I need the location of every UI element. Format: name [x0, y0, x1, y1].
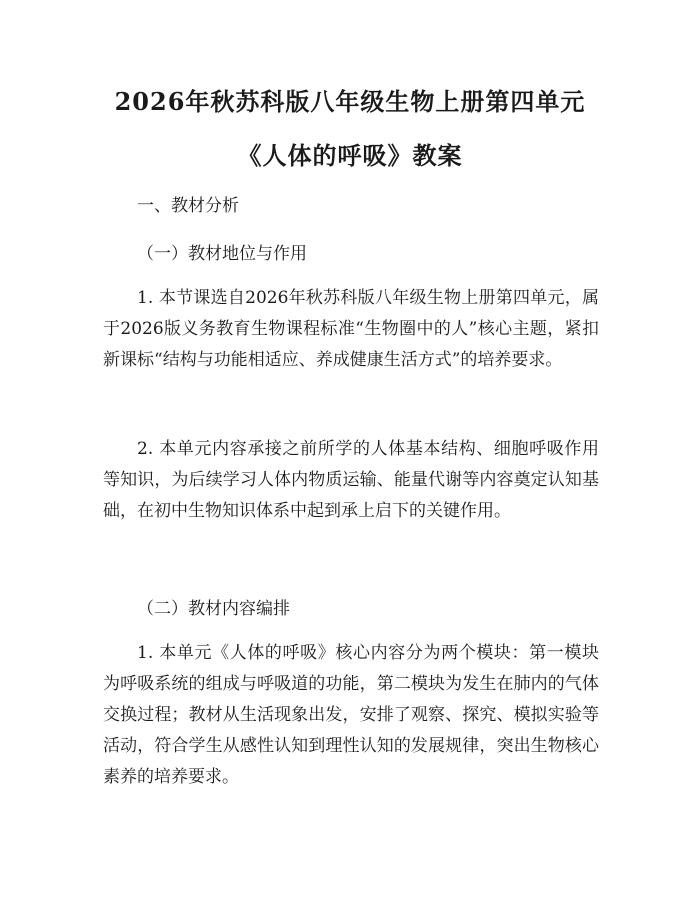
document-title-line2: 《人体的呼吸》教案 [237, 141, 463, 170]
paragraph-status-2: 2. 本单元内容承接之前所学的人体基本结构、细胞呼吸作用等知识，为后续学习人体内物质运输、能量代谢等内容奠定认知基础，在初中生物知识体系中起到承上启下的关键作用。 [103, 439, 599, 521]
paragraph-arrangement-1: 1. 本单元《人体的呼吸》核心内容分为两个模块：第一模块为呼吸系统的组成与呼吸道的功能，第二模块为发生在肺内的气体交换过程；教材从生活现象出发，安排了观察、探究、模拟实验等活动，符合学生从感性认知到理性认知的发展规律，突出生物核心素养的培养要求。 [103, 643, 599, 787]
subsection-heading-status-and-role: （一）教材地位与作用 [137, 244, 307, 264]
document-title-line1: 2026年秋苏科版八年级生物上册第四单元 [114, 87, 586, 116]
subsection-heading-content-arrangement: （二）教材内容编排 [137, 599, 290, 619]
paragraph-status-1: 1. 本节课选自2026年秋苏科版八年级生物上册第四单元，属于2026版义务教育生物课程标准“生物圈中的人”核心主题，紧扣新课标“结构与功能相适应、养成健康生活方式”的培养要求。 [103, 288, 599, 370]
section-heading-textbook-analysis: 一、教材分析 [137, 196, 239, 216]
